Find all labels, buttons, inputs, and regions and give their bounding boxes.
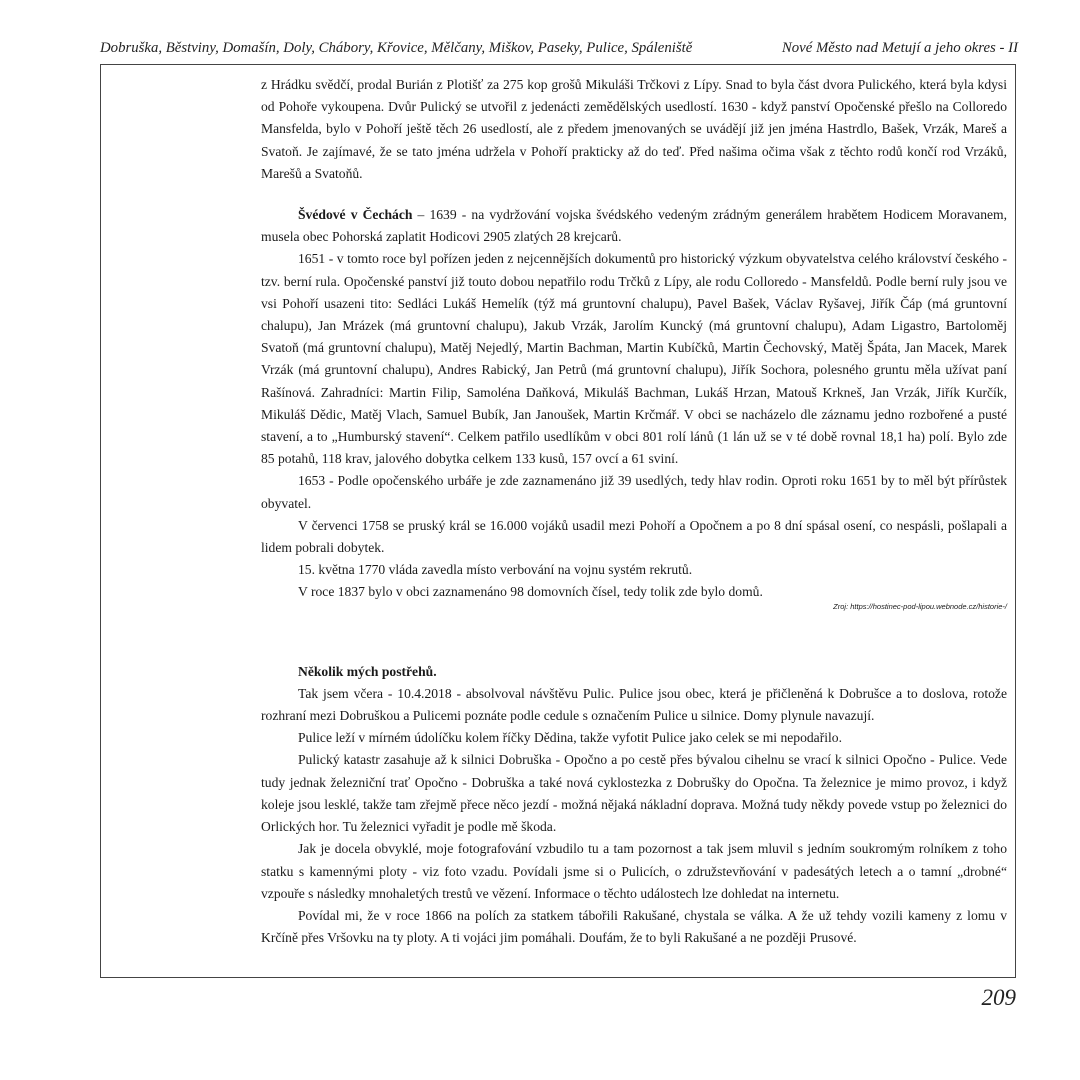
paragraph: Švédové v Čechách – 1639 - na vydržování vojska švédského vedeným zrádným generálem hrabětem Hodicem Moravanem, musela obec Pohorská zaplatit Hodicovi 2905 zlatých 28 krejcarů. xyxy=(261,207,1007,245)
paragraph: 15. května 1770 vláda zavedla místo verbování na vojnu systém rekrutů. xyxy=(298,562,693,578)
section-heading: Několik mých postřehů. xyxy=(298,663,437,679)
paragraph: z Hrádku svědčí, prodal Burián z Plotišť za 275 kop grošů Mikuláši Trčkovi z Lípy. Snad to byla část dvora Pulického, která byla kdysi od Pohoře vykoupena. Dvůr Pulický se utvořil z jedenácti zemědělských usedlostí. 1630 - když panství Opočenské přešlo na Colloredo Mansfelda, bylo v Pohoří ještě těch 26 usedlostí, ale z předem jmenovaných se uvádějí již jen jména Hastrdlo, Bašek, Vrzák, Mareš a Svatoň. Je zajímavé, že se tato jména udržela v Pohoří prakticky až do teď. Před našima očima však z těchto rodů končí rod Vrzáků, Marešů a Svatoňů. xyxy=(261,77,1007,181)
section-heading: Švédové v Čechách xyxy=(298,207,413,223)
paragraph: Tak jsem včera - 10.4.2018 - absolvoval návštěvu Pulic. Pulice jsou obec, která je přičleněná k Dobrušce a to doslova, rotože rozhraní mezi Dobruškou a Pulicemi poznáte podle cedule s označením Pulice u silnice. Domy plynule navazují. xyxy=(261,685,1007,724)
paragraph: Jak je docela obvyklé, moje fotografování vzbudilo tu a tam pozornost a tak jsem mluvil s jedním soukromým rolníkem z toho statku s kamennými ploty - viz foto vzadu. Povídali jsme si o Pulicích, o združstevňování v padesátých letech a o tamní „drobné“ vzpouře s následky mnohaletých trestů ve vězení. Informace o těchto událostech lze dohledat na internetu. xyxy=(261,841,1007,901)
paragraph xyxy=(261,661,1007,683)
header-book-title: Nové Město nad Metují a jeho okres - II xyxy=(781,40,1018,56)
page-number: 209 xyxy=(981,985,1016,1010)
source-note: Zroj: https://hostinec-pod-lipou.webnode.cz/historie-/ xyxy=(833,601,1007,611)
paragraph: Pulický katastr zasahuje až k silnici Dobruška - Opočno a po cestě přes bývalou cihelnu se vrací k silnici Opočno - Pulice. Vede tudy jednak železniční trať Opočno - Dobruška a také nová cyklostezka z Dobrušky do Opočna. Ta železnice je mimo provoz, i když koleje jsou lesklé, takže tam zřejmě přece něco jezdí - možná nějaká nákladní doprava. Možná tudy někdy povede vstup po železnici do Orlických hor. Tu železnici vyřadit je podle mě škoda. xyxy=(261,752,1007,835)
paragraph: V roce 1837 bylo v obci zaznamenáno 98 domovních čísel, tedy tolik zde bylo domů. xyxy=(298,584,763,600)
header-places: Dobruška, Běstviny, Domašín, Doly, Chábory, Křovice, Mělčany, Miškov, Paseky, Pulice, Spáleniště xyxy=(100,40,693,56)
paragraph: V červenci 1758 se pruský král se 16.000 vojáků usadil mezi Pohoří a Opočnem a po 8 dní spásal osení, co nespásli, pošlapali a lidem pobrali dobytek. xyxy=(261,517,1007,556)
paragraph: 1653 - Podle opočenského urbáře je zde zaznamenáno již 39 usedlých, tedy hlav rodin. Oproti roku 1651 by to měl být přírůstek obyvatel. xyxy=(261,473,1007,511)
running-header xyxy=(100,40,1018,60)
page-content xyxy=(261,74,1007,949)
paragraph: Pulice leží v mírném údolíčku kolem říčky Dědina, takže vyfotit Pulice jako celek se mi nepodařilo. xyxy=(298,730,842,746)
paragraph: Povídal mi, že v roce 1866 na polích za statkem tábořili Rakušané, chystala se válka. A že už tehdy vozili kameny z lomu v Krčíně přes Vršovku na ty ploty. A ti vojáci jim pomáhali. Doufám, že to byli Rakušané a ne později Prusové. xyxy=(261,907,1007,946)
paragraph: 1651 - v tomto roce byl pořízen jeden z nejcennějších dokumentů pro historický výzkum obyvatelstva celého království českého - tzv. berní rula. Opočenské panství již touto dobou nepatřilo rodu Trčků z Lípy, ale rodu Colloredo - Mansfeldů. Podle berní ruly jsou ve vsi Pohoří usazeni tito: Sedláci Lukáš Hemelík (týž má gruntovní chalupu), Pavel Bašek, Václav Ryšavej, Jiřík Čáp (má gruntovní chalupu), Jan Mrázek (má gruntovní chalupu), Jakub Vrzák, Jarolím Kuncký (má gruntovní chalupu), Adam Ligastro, Bartoloměj Svatoň (má gruntovní chalupu), Matěj Nejedlý, Martin Bachman, Martin Kubíčků, Martin Čechovský, Matěj Špáta, Jan Macek, Marek Vrzák (má gruntovní chalupu), Andres Rabický, Jan Petrů (má gruntovní chalupu), Jiřík Sochora, polesného gruntu měla užívat paní Rašínová. Zahradníci: Martin Filip, Samoléna Daňková, Mikuláš Bachman, Lukáš Hrzan, Matouš Krkneš, Jan Vrzák, Jiřík Kurčík, Mikuláš Dědic, Matěj Vlach, Samuel Bubík, Jan Janoušek, Martin Krčmář. V obci se nacházelo dle záznamu jedno rozbořené a pusté stavení, a to „Humburský stavení“. Celkem patřilo usedlíkům v obci 801 rolí lánů (1 lán už se v té době rovnal 18,1 ha) polí. Bylo zde 85 potahů, 118 krav, jalového dobytka celkem 133 kusů, 157 ovcí a 61 sviní. xyxy=(261,251,1007,467)
